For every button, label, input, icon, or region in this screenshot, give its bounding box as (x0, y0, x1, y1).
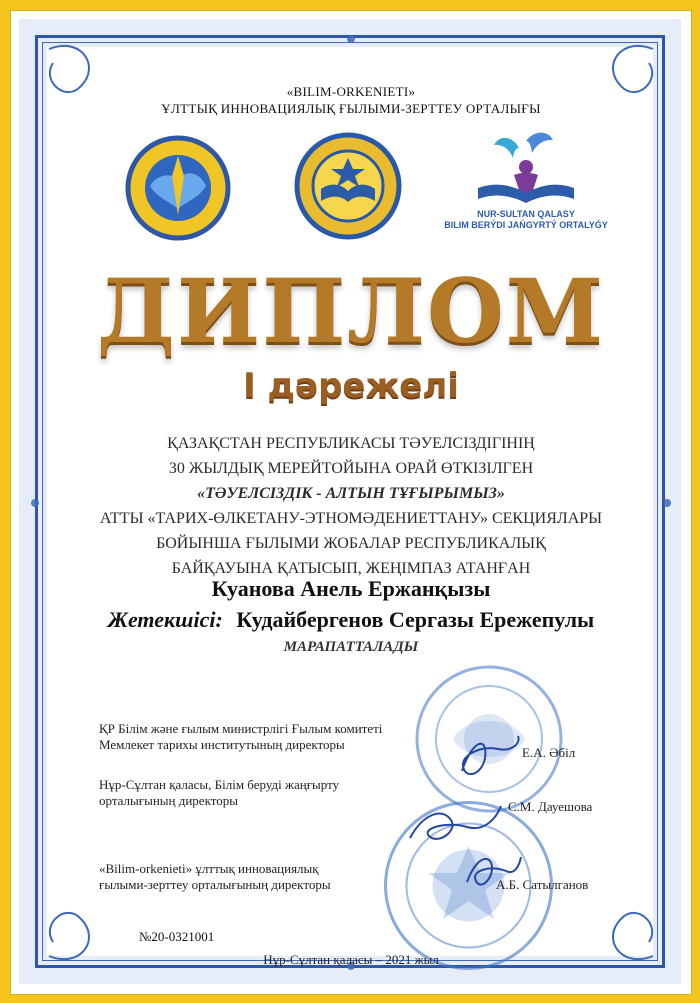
signature-3-title-line-2: ғылыми-зерттеу орталығының директоры (99, 877, 331, 892)
signature-1-name: Е.А. Әбіл (522, 745, 576, 760)
signature-1-title-line-2: Мемлекет тарихы институтының директоры (99, 737, 345, 752)
signature-title-2 (99, 777, 339, 809)
body-line-1: ҚАЗАҚСТАН РЕСПУБЛИКАСЫ ТӘУЕЛСІЗДІГІНІҢ (167, 435, 535, 452)
supervisor-line (61, 607, 641, 633)
signature-2-title-line-2: орталығының директоры (99, 793, 238, 808)
signature-2-title-line-1: Нұр-Сұлтан қаласы, Білім беруді жаңғырту (99, 777, 340, 792)
diploma-sheet (10, 10, 692, 995)
organization-line-1: «BILIM-ORKENIETI» (286, 84, 416, 99)
document-number: №20-0321001 (139, 929, 215, 944)
signature-title-1 (99, 721, 382, 753)
body-line-2: 30 ЖЫЛДЫҚ МЕРЕЙТОЙЫНА ОРАЙ ӨТКІЗІЛГЕН (168, 460, 534, 477)
supervisor-label: Жетекшісі: (107, 607, 223, 632)
diploma-content (61, 61, 641, 967)
signature-1-title-line-1: ҚР Білім және ғылым министрлігі Ғылым комитеті (99, 721, 383, 736)
organization-line-2: ҰЛТТЫҚ ИННОВАЦИЯЛЫҚ ҒЫЛЫМИ-ЗЕРТТЕУ ОРТАЛЫҒЫ (161, 101, 541, 116)
logo-right-line-1: NUR-SULTAN QALASY (477, 209, 575, 219)
supervisor-name: Кудайбергенов Сергазы Ережепулы (236, 607, 595, 632)
body-line-5: БОЙЫНША ҒЫЛЫМИ ЖОБАЛАР РЕСПУБЛИКАЛЫҚ (156, 535, 546, 552)
body-line-3: «ТӘУЕЛСІЗДІК - АЛТЫН ТҰҒЫРЫМЫЗ» (197, 485, 505, 502)
degree-label: І дәрежелі (243, 366, 459, 406)
signature-title-3 (99, 861, 331, 893)
diploma-title: ДИПЛОМ (96, 259, 606, 363)
body-line-6: БАЙҚАУЫНА ҚАТЫСЫП, ЖЕҢІМПАЗ АТАНҒАН (171, 560, 531, 577)
recipient-name: Куанова Анель Ержанқызы (211, 576, 491, 601)
signature-3-title-line-1: «Bilim-orkenieti» ұлттық инновациялық (99, 861, 319, 876)
logo-right-line-2: BILIM BERÝDI JAŃGYRTÝ ORTALYǴY (444, 220, 608, 230)
footer-location-year: Нұр-Сұлтан қаласы – 2021 жыл (263, 952, 439, 967)
history-institute-logo (123, 133, 233, 243)
signature-2-name: С.М. Дауешова (508, 799, 593, 814)
body-line-4: АТТЫ «ТАРИХ-ӨЛКЕТАНУ-ЭТНОМӘДЕНИЕТТАНУ» СЕКЦИЯЛАРЫ (99, 510, 603, 527)
certificate-body-text (61, 431, 641, 581)
signature-1-image (454, 731, 526, 789)
nur-sultan-modernization-logo (444, 123, 608, 235)
awarded-text: МАРАПАТТАЛАДЫ (283, 639, 419, 655)
signature-3-name: А.Б. Сатылганов (496, 877, 589, 892)
bilim-orkenieti-logo (293, 131, 403, 241)
